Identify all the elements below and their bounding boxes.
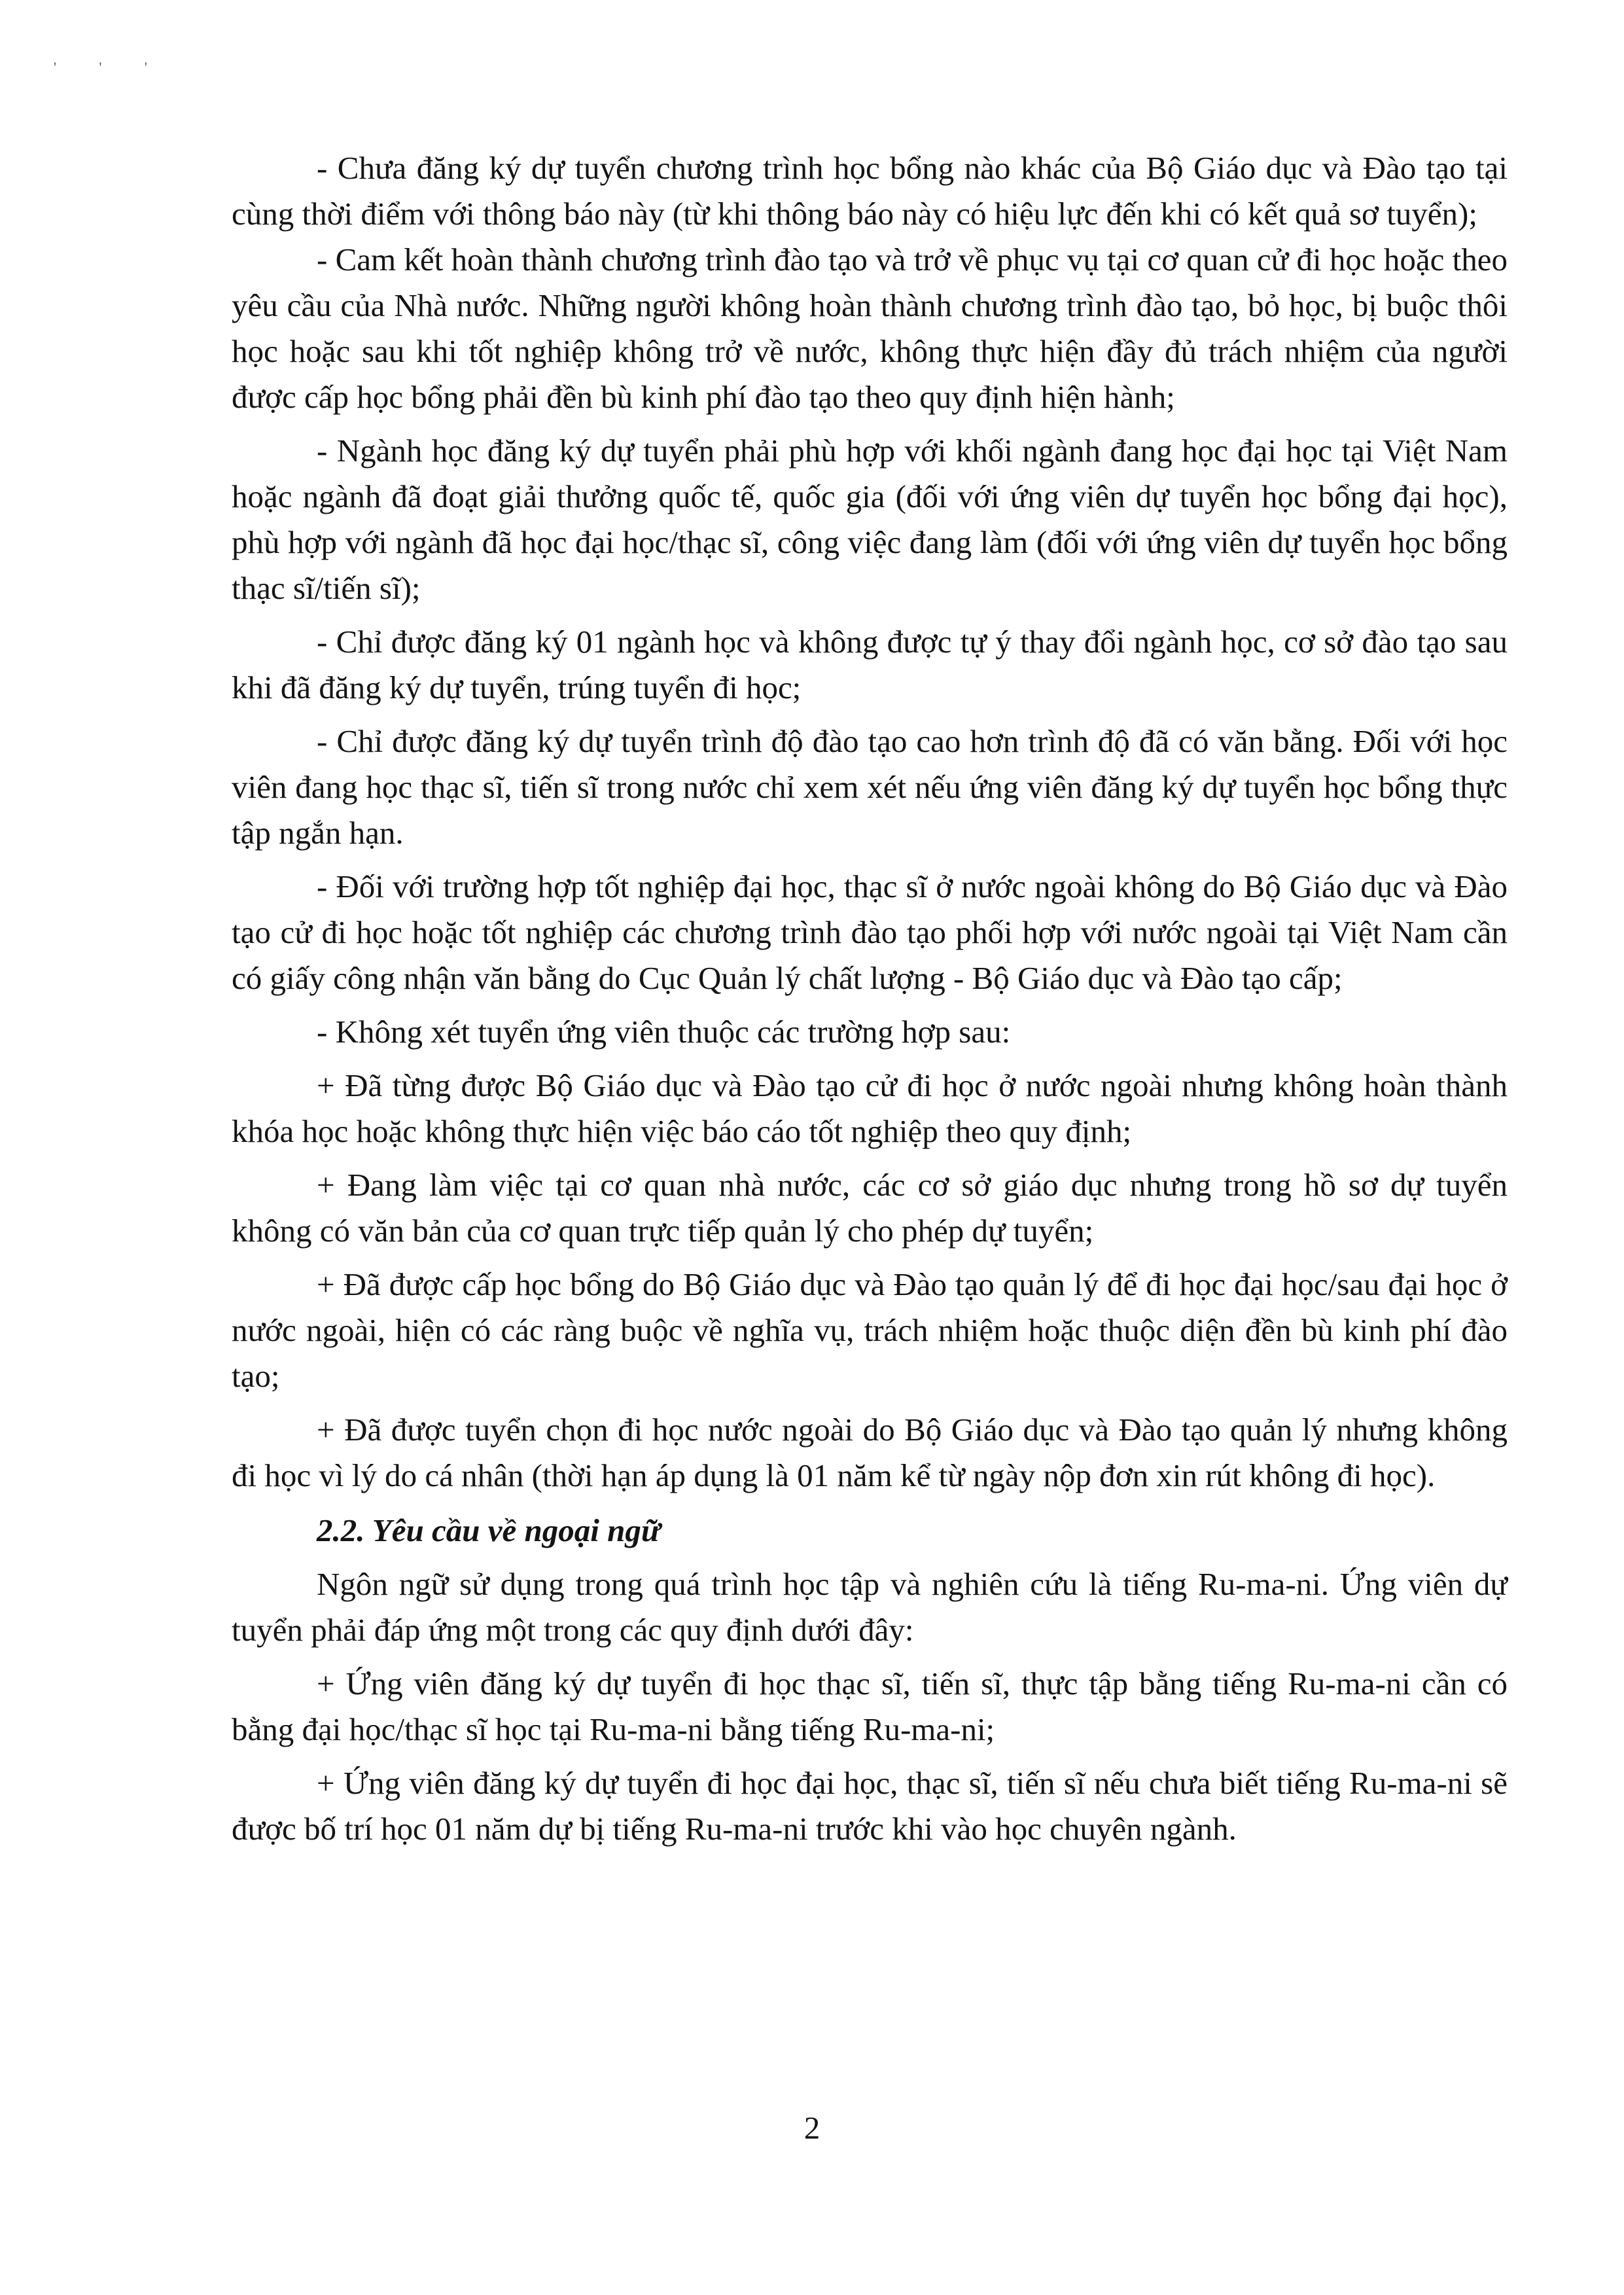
- exclusion-item: + Đã từng được Bộ Giáo dục và Đào tạo cử đi học ở nước ngoài nhưng không hoàn thành khóa học hoặc không thực hiện việc báo cáo tốt nghiệp theo quy định;: [232, 1067, 1508, 1149]
- language-intro: Ngôn ngữ sử dụng trong quá trình học tập và nghiên cứu là tiếng Ru-ma-ni. Ứng viên dự tuyển phải đáp ứng một trong các quy định dưới đây:: [232, 1566, 1508, 1648]
- page-number: 2: [803, 2110, 821, 2146]
- language-requirement-item: + Ứng viên đăng ký dự tuyển đi học đại học, thạc sĩ, tiến sĩ nếu chưa biết tiếng Ru-ma-ni sẽ được bố trí học 01 năm dự bị tiếng Ru-ma-ni trước khi vào học chuyên ngành.: [232, 1765, 1508, 1847]
- document-body: [232, 145, 1508, 1852]
- condition-paragraph: - Chỉ được đăng ký 01 ngành học và không được tự ý thay đổi ngành học, cơ sở đào tạo sau khi đã đăng ký dự tuyển, trúng tuyển đi học;: [232, 624, 1508, 705]
- language-requirement-item: + Ứng viên đăng ký dự tuyển đi học thạc sĩ, tiến sĩ, thực tập bằng tiếng Ru-ma-ni cần có bằng đại học/thạc sĩ học tại Ru-ma-ni bằng tiếng Ru-ma-ni;: [232, 1665, 1508, 1747]
- condition-paragraph: - Chưa đăng ký dự tuyển chương trình học bổng nào khác của Bộ Giáo dục và Đào tạo tại cùng thời điểm với thông báo này (từ khi thông báo này có hiệu lực đến khi có kết quả sơ tuyển);: [232, 150, 1508, 232]
- exclusion-item: + Đã được cấp học bổng do Bộ Giáo dục và Đào tạo quản lý để đi học đại học/sau đại học ở nước ngoài, hiện có các ràng buộc về nghĩa vụ, trách nhiệm hoặc thuộc diện đền bù kinh phí đào tạo;: [232, 1266, 1508, 1394]
- exclusion-item: + Đang làm việc tại cơ quan nhà nước, các cơ sở giáo dục nhưng trong hồ sơ dự tuyển không có văn bản của cơ quan trực tiếp quản lý cho phép dự tuyển;: [232, 1167, 1508, 1249]
- condition-paragraph: - Cam kết hoàn thành chương trình đào tạo và trở về phục vụ tại cơ quan cử đi học hoặc theo yêu cầu của Nhà nước. Những người không hoàn thành chương trình đào tạo, bỏ học, bị buộc thôi học hoặc sau khi tốt nghiệp không trở về nước, không thực hiện đầy đủ trách nhiệm của người được cấp học bổng phải đền bù kinh phí đào tạo theo quy định hiện hành;: [232, 241, 1508, 415]
- condition-paragraph: - Chỉ được đăng ký dự tuyển trình độ đào tạo cao hơn trình độ đã có văn bằng. Đối với học viên đang học thạc sĩ, tiến sĩ trong nước chỉ xem xét nếu ứng viên đăng ký dự tuyển học bổng thực tập ngắn hạn.: [232, 723, 1508, 851]
- condition-paragraph: - Ngành học đăng ký dự tuyển phải phù hợp với khối ngành đang học đại học tại Việt Nam hoặc ngành đã đoạt giải thưởng quốc tế, quốc gia (đối với ứng viên dự tuyển học bổng đại học), phù hợp với ngành đã học đại học/thạc sĩ, công việc đang làm (đối với ứng viên dự tuyển học bổng thạc sĩ/tiến sĩ);: [232, 433, 1508, 606]
- section-heading: 2.2. Yêu cầu về ngoại ngữ: [317, 1512, 661, 1548]
- condition-paragraph: - Đối với trường hợp tốt nghiệp đại học, thạc sĩ ở nước ngoài không do Bộ Giáo dục và Đào tạo cử đi học hoặc tốt nghiệp các chương trình đào tạo phối hợp với nước ngoài tại Việt Nam cần có giấy công nhận văn bằng do Cục Quản lý chất lượng - Bộ Giáo dục và Đào tạo cấp;: [232, 868, 1508, 996]
- condition-paragraph: - Không xét tuyển ứng viên thuộc các trường hợp sau:: [317, 1014, 1011, 1050]
- scan-marks: ' ' ': [54, 59, 167, 75]
- exclusion-item: + Đã được tuyển chọn đi học nước ngoài do Bộ Giáo dục và Đào tạo quản lý nhưng không đi học vì lý do cá nhân (thời hạn áp dụng là 01 năm kể từ ngày nộp đơn xin rút không đi học).: [232, 1412, 1508, 1493]
